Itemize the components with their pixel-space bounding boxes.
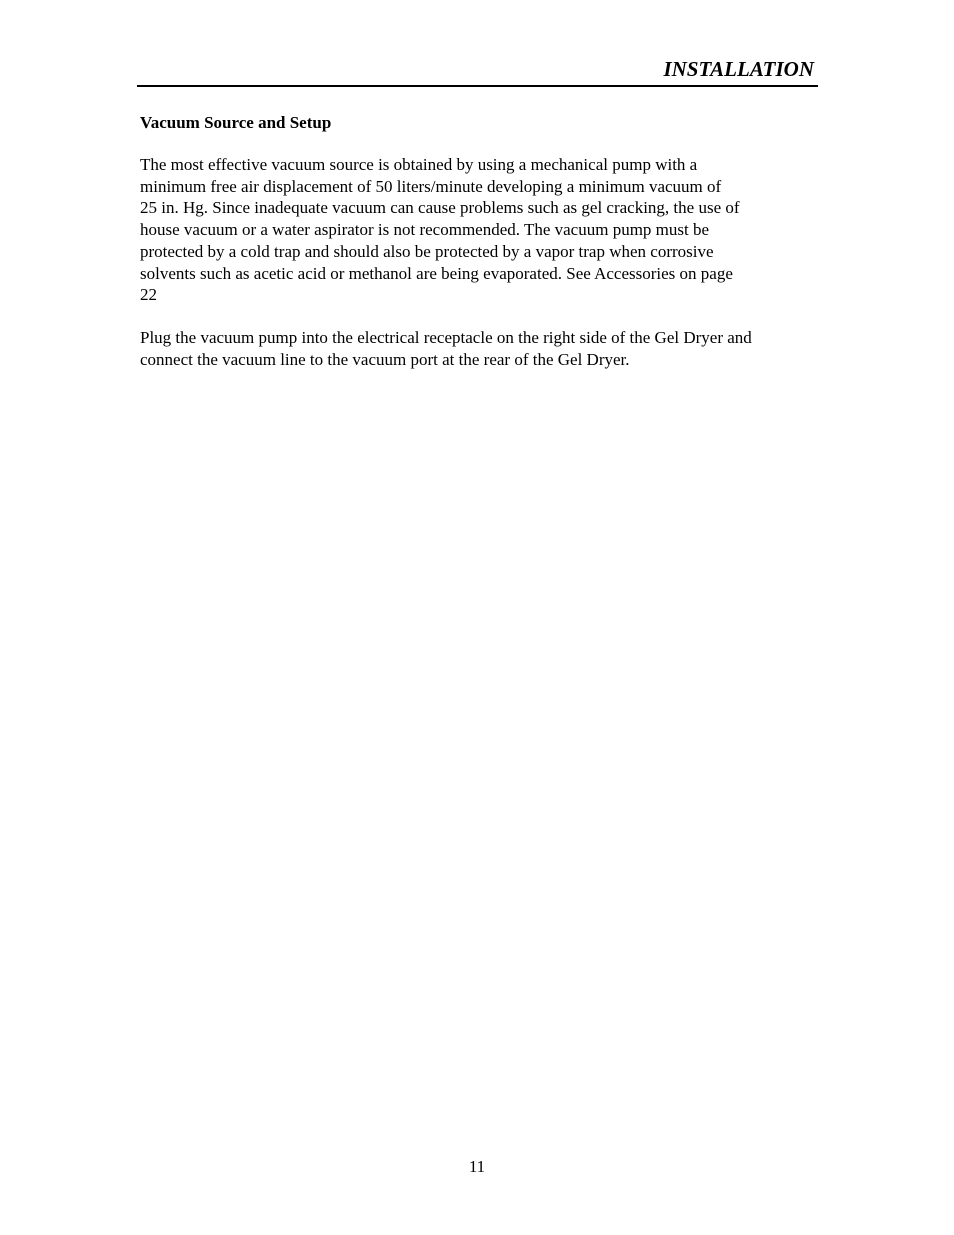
- text-line: 25 in. Hg. Since inadequate vacuum can cause problems such as gel cracking, the use of: [140, 198, 740, 218]
- text-line: 22: [140, 285, 157, 305]
- text-line: house vacuum or a water aspirator is not recommended. The vacuum pump must be: [140, 220, 710, 240]
- text-line: minimum free air displacement of 50 liters/minute developing a minimum vacuum of: [140, 176, 722, 196]
- section-heading: Vacuum Source and Setup: [140, 113, 332, 132]
- text-line: Plug the vacuum pump into the electrical receptacle on the right side of the Gel Dryer and: [140, 327, 752, 347]
- header-rule: [137, 85, 818, 87]
- text-line: The most effective vacuum source is obtained by using a mechanical pump with a: [140, 155, 698, 174]
- page-content: [140, 112, 820, 391]
- paragraph-pump-connection: [140, 327, 820, 370]
- paragraph-vacuum-source: [140, 154, 820, 306]
- text-line: connect the vacuum line to the vacuum port at the rear of the Gel Dryer.: [140, 349, 630, 369]
- running-header: [137, 55, 818, 89]
- text-line: protected by a cold trap and should also be protected by a vapor trap when corrosive: [140, 241, 714, 261]
- section-title: INSTALLATION: [663, 57, 814, 81]
- text-line: solvents such as acetic acid or methanol are being evaporated. See Accessories on page: [140, 263, 733, 283]
- page-number: 11: [468, 1157, 486, 1176]
